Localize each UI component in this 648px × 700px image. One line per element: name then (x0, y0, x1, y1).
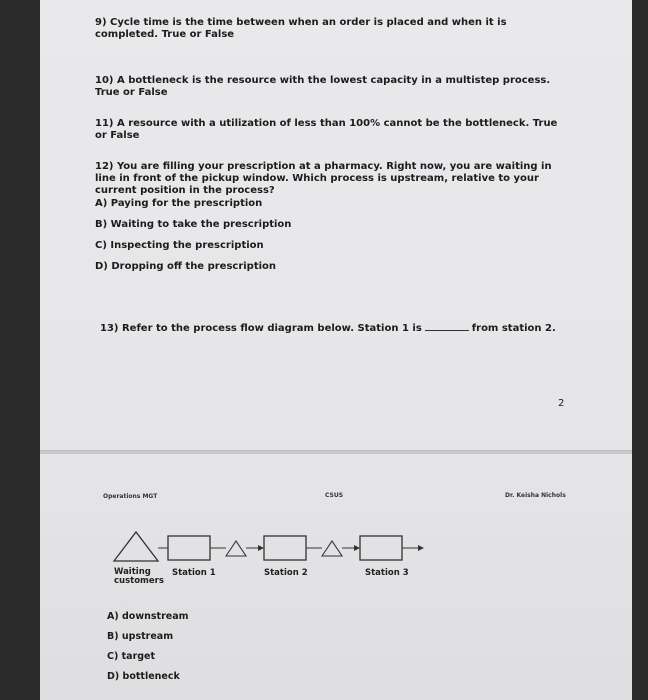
station-1-box (168, 536, 210, 560)
waiting-customers-label: Waiting customers (114, 567, 164, 586)
page-divider (40, 450, 632, 454)
q12-option-a: A) Paying for the prescription (95, 198, 263, 209)
header-instructor: Dr. Keisha Nichols (505, 492, 566, 499)
arrow-head (418, 545, 424, 551)
answer-blank (425, 321, 469, 331)
question-11: 11) A resource with a utilization of less than 100% cannot be the bottleneck. True or False (95, 118, 558, 141)
station-3-label: Station 3 (365, 568, 409, 578)
page-number: 2 (558, 398, 565, 409)
question-9: 9) Cycle time is the time between when an order is placed and when it is completed. True or False (95, 17, 507, 40)
q13-option-b: B) upstream (107, 631, 174, 642)
q13-option-c: C) target (107, 651, 156, 662)
q13-prompt-before: 13) Refer to the process flow diagram below. Station 1 is (100, 323, 422, 334)
process-flow-diagram (110, 528, 440, 564)
station-2-box (264, 536, 306, 560)
station-1-label: Station 1 (172, 568, 216, 578)
q13-option-a: A) downstream (107, 611, 189, 622)
arrow-head (258, 545, 264, 551)
waiting-triangle (114, 532, 158, 561)
q12-option-c: C) Inspecting the prescription (95, 240, 264, 251)
q13-prompt-after: from station 2. (471, 323, 556, 334)
header-course: Operations MGT (103, 493, 158, 500)
station-2-label: Station 2 (264, 568, 308, 578)
buffer-triangle (226, 541, 246, 556)
question-12: 12) You are filling your prescription at a pharmacy. Right now, you are waiting in line in front of the pickup window. Which process is upstream, relative to your current position in the process? (95, 161, 552, 196)
station-3-box (360, 536, 402, 560)
question-13 (100, 321, 560, 335)
q12-option-b: B) Waiting to take the prescription (95, 219, 292, 230)
q13-option-d: D) bottleneck (107, 671, 180, 682)
buffer-triangle (322, 541, 342, 556)
question-10: 10) A bottleneck is the resource with the lowest capacity in a multistep process. True or False (95, 75, 551, 98)
arrow-head (354, 545, 360, 551)
worksheet-page (40, 0, 632, 700)
header-school: CSUS (325, 492, 344, 499)
q12-option-d: D) Dropping off the prescription (95, 261, 277, 272)
